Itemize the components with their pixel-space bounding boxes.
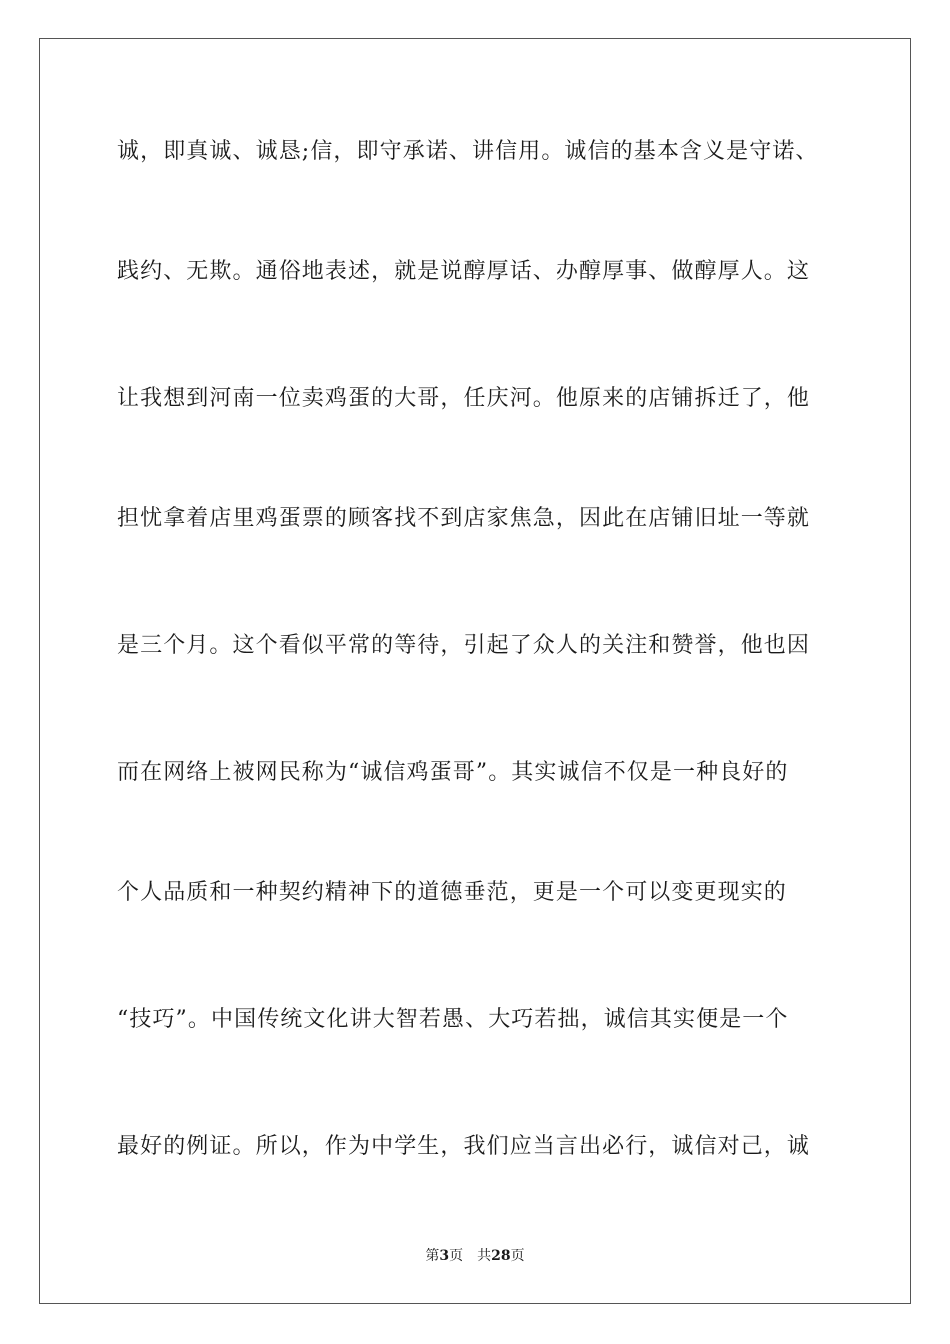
text-line-5: 是三个月。这个看似平常的等待，引起了众人的关注和赞誉，他也因 (117, 633, 811, 658)
text-line-9: 最好的例证。所以，作为中学生，我们应当言出必行，诚信对己，诚 (117, 1134, 811, 1159)
total-prefix: 共 (477, 1248, 492, 1264)
page-footer (0, 1246, 950, 1266)
total-suffix: 页 (510, 1248, 525, 1264)
page-number: 3 (439, 1248, 450, 1264)
page-suffix: 页 (449, 1248, 464, 1264)
text-line-1: 诚，即真诚、诚恳;信，即守承诺、讲信用。诚信的基本含义是守诺、 (117, 139, 819, 164)
page-border (39, 38, 911, 1304)
text-line-8: “技巧”。中国传统文化讲大智若愚、大巧若拙，诚信其实便是一个 (117, 1007, 789, 1032)
text-line-4: 担忧拿着店里鸡蛋票的顾客找不到店家焦急，因此在店铺旧址一等就 (117, 506, 811, 531)
text-line-6: 而在网络上被网民称为“诚信鸡蛋哥”。其实诚信不仅是一种良好的 (117, 760, 789, 785)
total-pages: 28 (491, 1248, 511, 1264)
text-line-2: 践约、无欺。通俗地表述，就是说醇厚话、办醇厚事、做醇厚人。这 (117, 259, 811, 284)
text-line-3: 让我想到河南一位卖鸡蛋的大哥，任庆河。他原来的店铺拆迁了，他 (117, 386, 811, 411)
text-line-7: 个人品质和一种契约精神下的道德垂范，更是一个可以变更现实的 (117, 880, 787, 905)
page-prefix: 第 (425, 1248, 440, 1264)
